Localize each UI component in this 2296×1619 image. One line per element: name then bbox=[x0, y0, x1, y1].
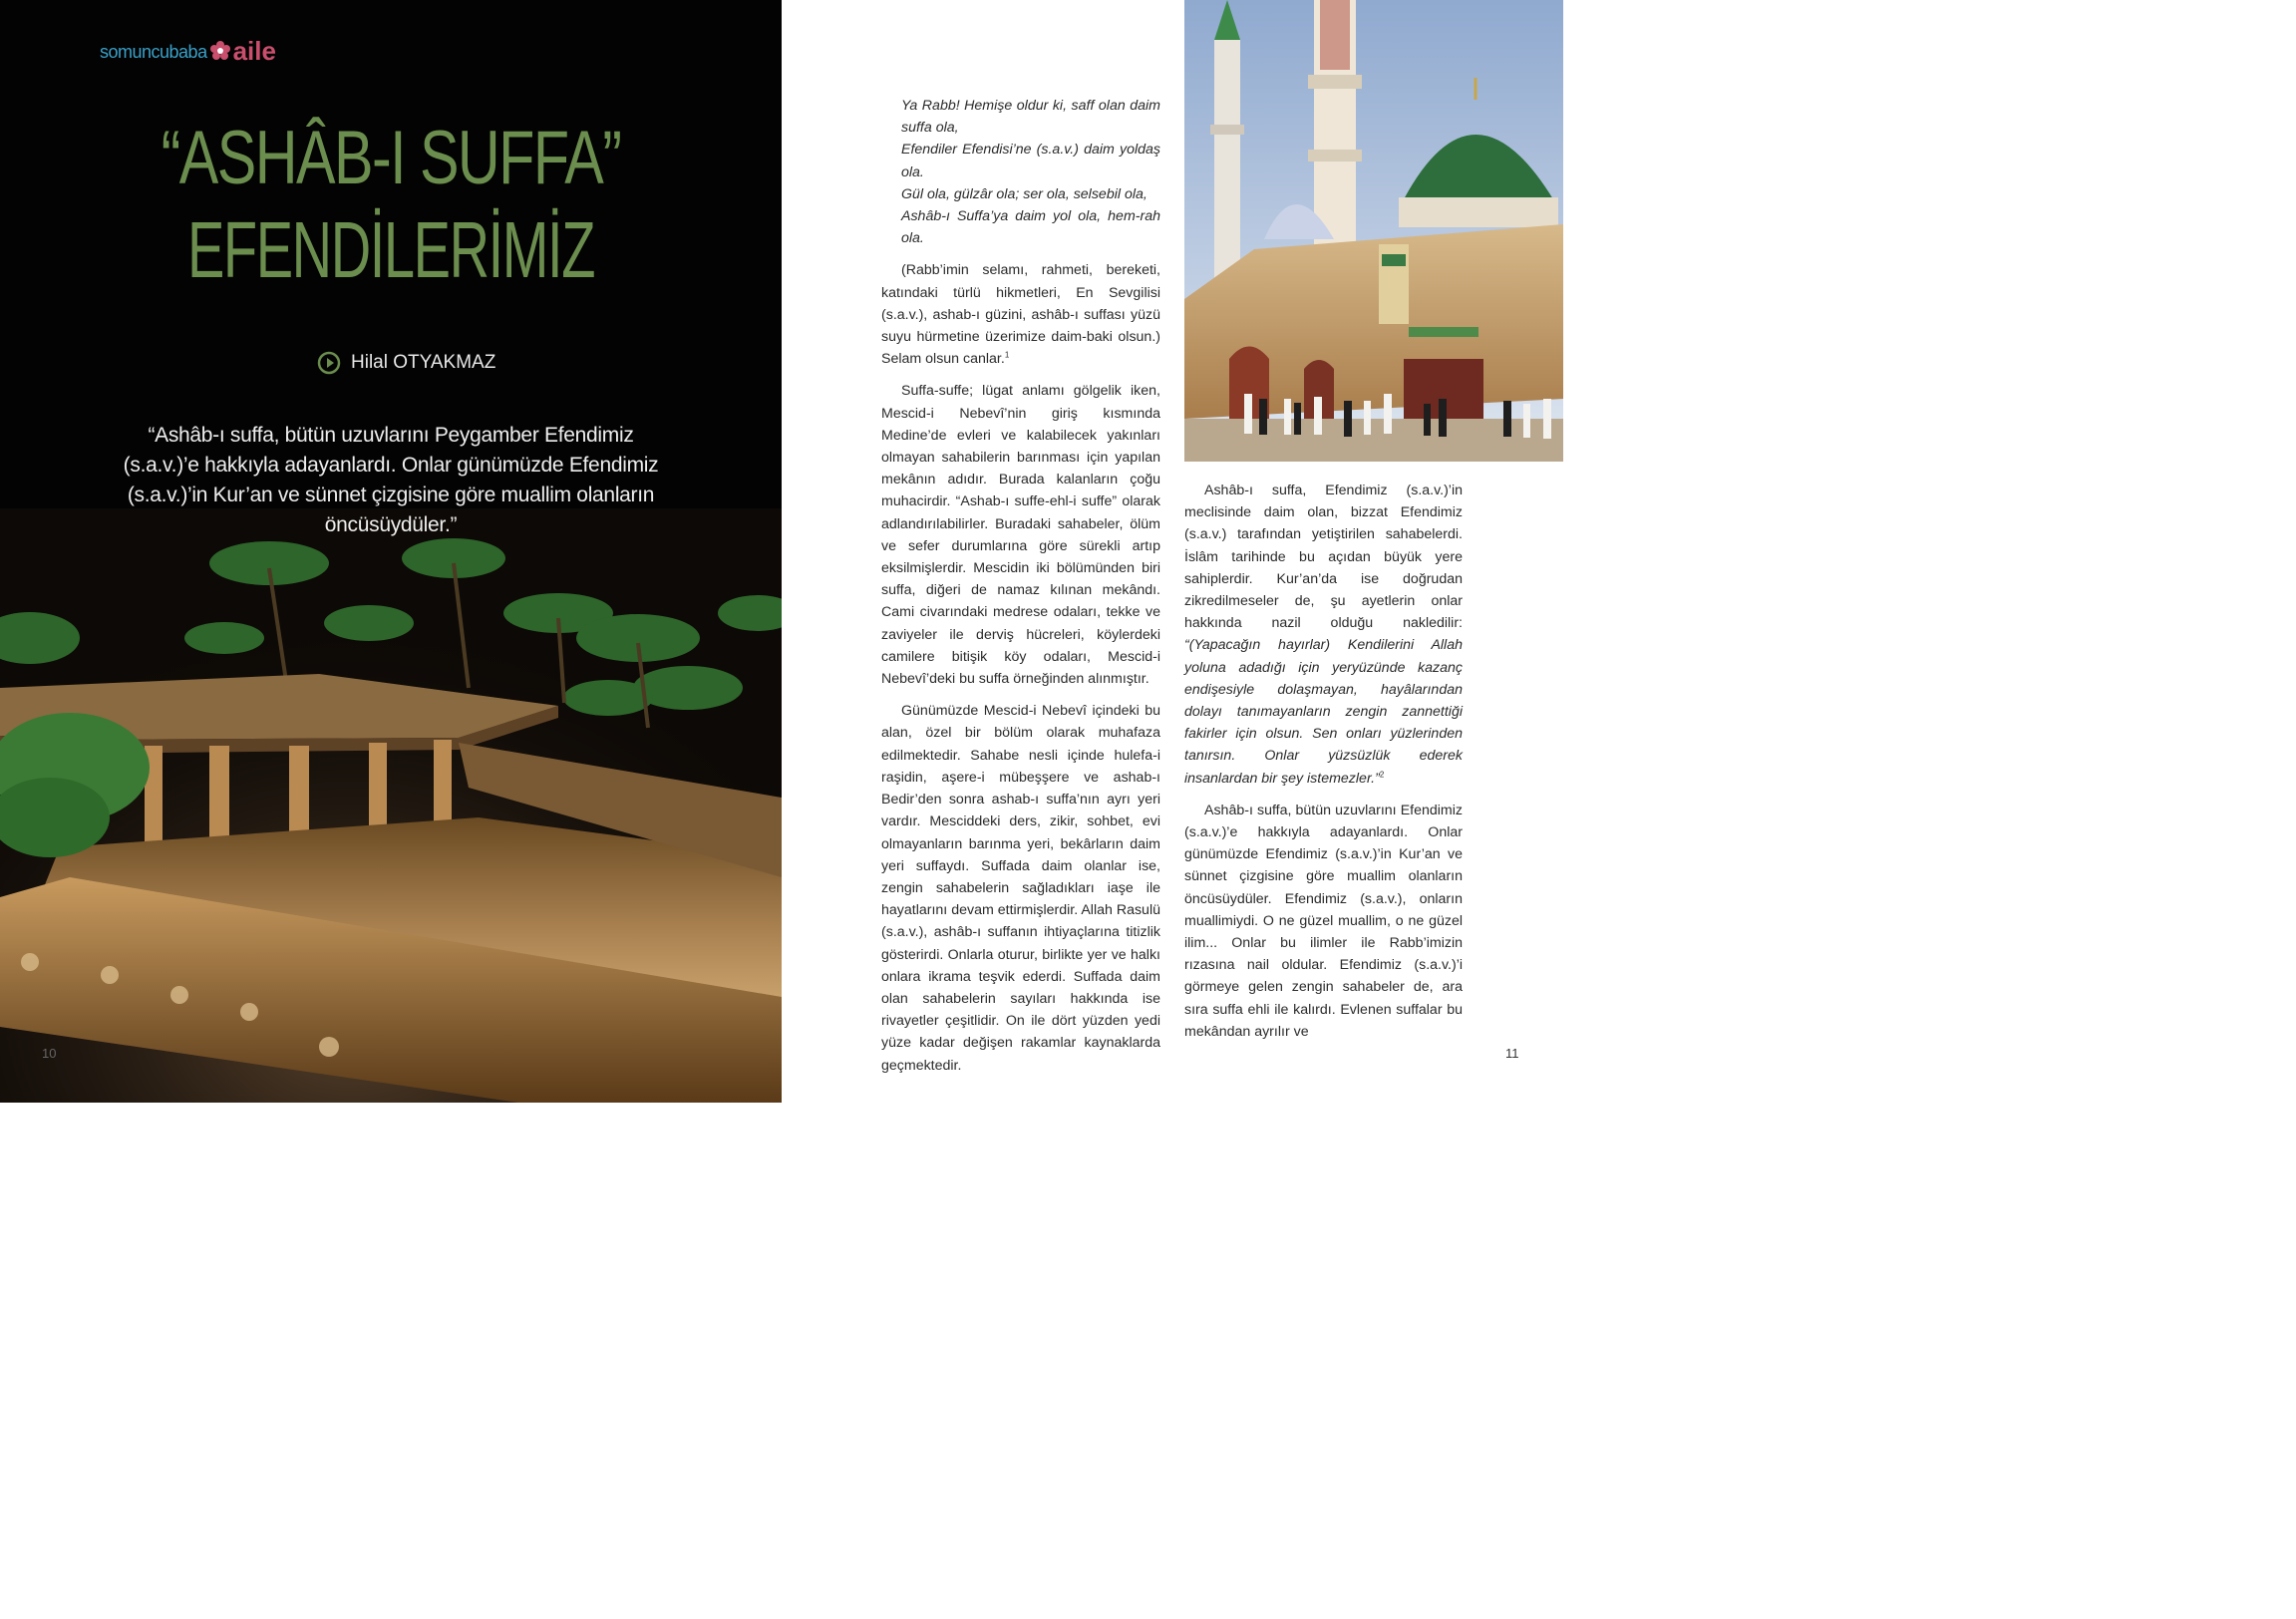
poem-line: Efendiler Efendisi’ne (s.a.v.) daim yoldaş ola. bbox=[901, 142, 1160, 180]
poem bbox=[881, 95, 1160, 249]
paragraph-text: (Rabb’imin selamı, rahmeti, bereketi, katındaki türlü hikmetleri, En Sevgilisi (s.a.v.), ashab-ı güzini, ashâb-ı suffası yüzü suyu hürmetine üzerimize daim-baki olsun.) Selam olsun canlar. bbox=[881, 262, 1160, 368]
article-title-line2: EFENDİLERİMİZ bbox=[186, 205, 595, 294]
quran-quote: “(Yapacağın hayırlar) Kendilerini Allah yoluna adadığı için yeryüzünde kazanç endişesiyle dolaşmayan, hayâlarından dolayı tanımayanların zengin zannettiği fakirler için olsun. Sen onları yüzlerinden tanırsın. Onlar yüzsüzlük ederek insanlardan bir şey istemezler.” bbox=[1184, 637, 1463, 787]
poem-line: Ya Rabb! Hemişe oldur ki, saff olan daim suffa ola, bbox=[901, 98, 1160, 137]
footnote-ref: 1 bbox=[1004, 350, 1010, 360]
text-column-1 bbox=[881, 95, 1160, 1087]
paragraph-text: Ashâb-ı suffa, Efendimiz (s.a.v.)’in meclisinde daim olan, bizzat Efendimiz (s.a.v.) tarafından yetiştirilen sahabelerdi. İslâm tarihinde bu açıdan büyük yere sahiplerdir. Kur’an’da ise doğrudan zikredilmeseler de, şu ayetlerin onlar hakkında nazil olduğu nakledilir: bbox=[1184, 483, 1463, 632]
play-circle-icon bbox=[317, 351, 341, 375]
brand-aile: aile bbox=[232, 36, 276, 66]
paragraph: Günümüzde Mescid-i Nebevî içindeki bu alan, özel bir bölüm olarak muhafaza edilmektedir. Sahabe nesli içinde hulefa-i raşidin, aşere-i mübeşşere ve ashab-ı Bedir’den sonra ashab-ı suffa’nın ayrı yeri vardır. Mesciddeki ders, zikir, sohbet, evi olmayanların barınma yeri, bekârların daim yeri suffaydı. Suffada daim olanlar ise, zengin sahabelerin sağladıkları iaşe ile hayatlarını devam ettirmişlerdir. Allah Rasulü (s.a.v.), ashâb-ı suffanın ihtiyaçlarına titizlik gösterirdi. Onlarla oturur, birlikte yer ve halkı onlara ikrama teşvik ederdi. Suffada daim olan sahabelerin sayıları hakkında ise rivayetler çeşitlidir. On ile dört yüzden yedi yüze kadar değişen rakamlar kaynaklarda geçmektedir. bbox=[881, 703, 1160, 1074]
poem-line: Gül ola, gülzâr ola; ser ola, selsebil ola, bbox=[901, 185, 1148, 202]
page-number-right: 11 bbox=[1505, 1046, 1519, 1061]
paragraph: Suffa-suffe; lügat anlamı gölgelik iken, Mescid-i Nebevî’nin giriş kısmında Medine’de evleri ve kalabilecek yakınları olmayan sahabilerin barınması için yapılan mekânın adıdır. Burada kalanların çoğu muhacirdir. “Ashab-ı suffe-ehl-i suffe” olarak adlandırılabilirler. Buradaki sahabeler, ölüm ve sefer durumlarına göre sürekli artıp eksilmişlerdir. Mescidin iki bölümünden biri suffa, diğeri de namaz kılınan mekândı. Cami civarındaki medrese odaları, tekke ve zaviyeler ile derviş hücreleri, köylerdeki camilere bitişik köy odaları, Mescid-i Nebevî’deki bu suffa örneğinden alınmıştır. bbox=[881, 383, 1160, 688]
magazine-logo bbox=[100, 36, 276, 67]
poem-line: Ashâb-ı Suffa’ya daim yol ola, hem-rah ola. bbox=[901, 208, 1160, 247]
lead-quote: “Ashâb-ı suffa, bütün uzuvlarını Peygamber Efendimiz (s.a.v.)’e hakkıyla adayanlardı. Onlar günümüzde Efendimiz (s.a.v.)’in Kur’an ve sünnet çizgisine göre muallim olanların öncüsüydüler.” bbox=[123, 424, 659, 536]
paragraph bbox=[1184, 480, 1463, 790]
mescid-i-nebevi-painting bbox=[1184, 0, 1563, 462]
article-title-line1: “ASHÂB-I SUFFA” bbox=[161, 116, 621, 200]
left-page bbox=[0, 0, 782, 1103]
brand-somuncubaba: somuncubaba bbox=[100, 42, 207, 62]
paragraph: Ashâb-ı suffa, bütün uzuvlarını Efendimiz (s.a.v.)’e hakkıyla adayanlardı. Onlar günümüzde Efendimiz (s.a.v.)’in Kur’an ve sünnet çizgisine göre muallim olanların öncüsüydüler. Efendimiz (s.a.v.), onların muallimiydi. O ne güzel muallim, o ne güzel ilim... Onlar bu ilimler ile Rabb’imizin rızasına nail oldular. Efendimiz (s.a.v.)’i görmeye gelen zengin sahabeler de, ara sıra suffa ehli ile kalırdı. Evlenen suffalar bu mekândan ayrılır ve bbox=[1184, 802, 1463, 1040]
page-number-left: 10 bbox=[42, 1046, 57, 1061]
text-column-2 bbox=[1184, 480, 1463, 1053]
flower-icon bbox=[209, 40, 231, 62]
author-name: Hilal OTYAKMAZ bbox=[351, 352, 496, 373]
footnote-ref: 2 bbox=[1379, 769, 1385, 779]
author-byline bbox=[317, 351, 495, 375]
paragraph bbox=[881, 259, 1160, 370]
